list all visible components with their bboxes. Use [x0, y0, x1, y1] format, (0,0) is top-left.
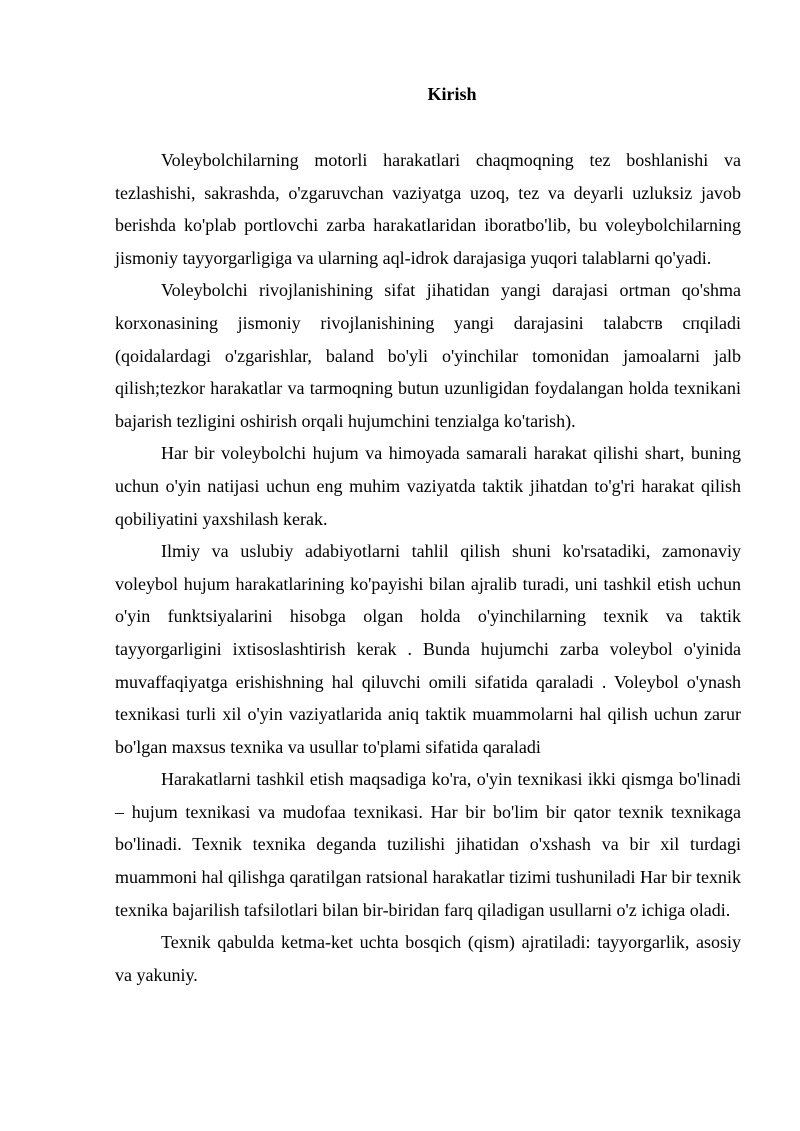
- paragraph: Texnik qabulda ketma-ket uchta bosqich (qism) ajratiladi: tayyorgarlik, asosiy va yakuniy.: [115, 932, 741, 985]
- page-title: Kirish: [427, 84, 477, 104]
- paragraph: Harakatlarni tashkil etish maqsadiga ko'ra, o'yin texnikasi ikki qismga bo'linadi – hujum texnikasi va mudofaa texnikasi. Har bir bo'lim bir qator texnik texnikaga bo'linadi. Texnik texnika deganda tuzilishi jihatidan o'xshash va bir xil turdagi muammoni hal qilishga qaratilgan ratsional harakatlar tizimi tushuniladi Har bir texnik texnika bajarilish tafsilotlari bilan bir-biridan farq qiladigan usullarni o'z ichiga oladi.: [115, 769, 741, 920]
- paragraph: Ilmiy va uslubiy adabiyotlarni tahlil qilish shuni ko'rsatadiki, zamonaviy voleybol hujum harakatlarining ko'payishi bilan ajralib turadi, uni tashkil etish uchun o'yin funktsiyalarini hisobga olgan holda o'yinchilarning texnik va taktik tayyorgarligini ixtisoslashtirish kerak . Bunda hujumchi zarba voleybol o'yinida muvaffaqiyatga erishishning hal qiluvchi omili sifatida qaraladi . Voleybol o'ynash texnikasi turli xil o'yin vaziyatlarida aniq taktik muammolarni hal qilish uchun zarur bo'lgan maxsus texnika va usullar to'plami sifatida qaraladi: [115, 541, 741, 757]
- paragraph: Voleybolchilarning motorli harakatlari chaqmoqning tez boshlanishi va tezlashishi, sakrashda, o'zgaruvchan vaziyatga uzoq, tez va deyarli uzluksiz javob berishda ko'plab portlovchi zarba harakatlaridan iboratbo'lib, bu voleybolchilarning jismoniy tayyorgarligiga va ularning aql-idrok darajasiga yuqori talablarni qo'yadi.: [115, 150, 741, 268]
- paragraph: Voleybolchi rivojlanishining sifat jihatidan yangi darajasi ortman qo'shma korxonasining jismoniy rivojlanishining yangi darajasini talabств спqiladi (qoidalardagi o'zgarishlar, baland bo'yli o'yinchilar tomonidan jamoalarni jalb qilish;tezkor harakatlar va tarmoqning butun uzunligidan foydalangan holda texnikani bajarish tezligini oshirish orqali hujumchini tenzialga ko'tarish).: [115, 280, 741, 431]
- paragraph: Har bir voleybolchi hujum va himoyada samarali harakat qilishi shart, buning uchun o'yin natijasi uchun eng muhim vaziyatda taktik jihatdan to'g'ri harakat qilish qobiliyatini yaxshilash kerak.: [115, 443, 741, 529]
- document-body: [115, 144, 741, 991]
